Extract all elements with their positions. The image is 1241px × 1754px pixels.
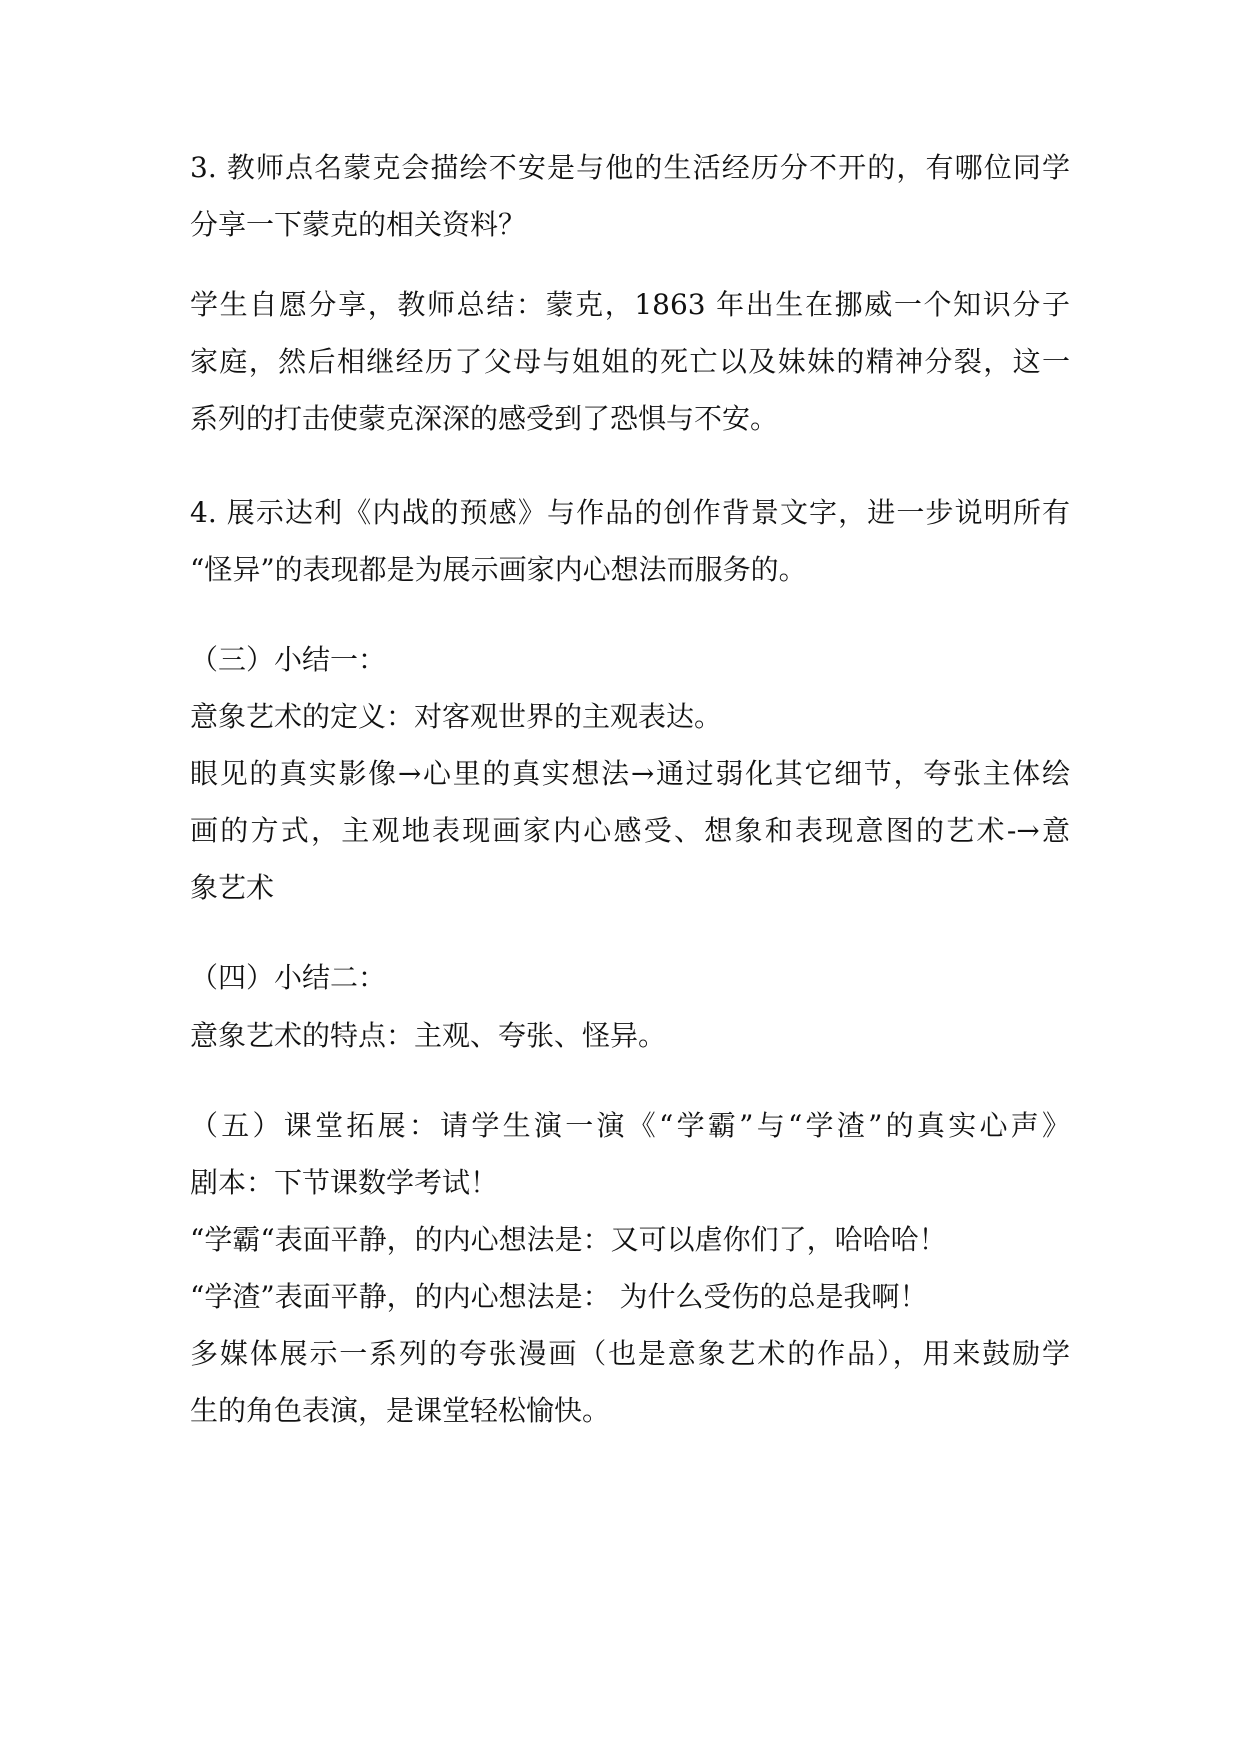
extension-line2: 剧本：下节课数学考试！ bbox=[190, 1166, 499, 1199]
extension-line5: 多媒体展示一系列的夸张漫画（也是意象艺术的作品），用来鼓励学 bbox=[190, 1337, 1070, 1370]
item3-answer-line2: 家庭，然后相继经历了父母与姐姐的死亡以及妹妹的精神分裂，这一 bbox=[190, 345, 1070, 378]
summary1-line2: 画的方式，主观地表现画家内心感受、想象和表现意图的艺术-→意 bbox=[190, 814, 1070, 847]
extension-line3: “学霸“表面平静，的内心想法是：又可以虐你们了，哈哈哈！ bbox=[190, 1223, 947, 1256]
extension-line1: （五）课堂拓展：请学生演一演《“学霸”与“学渣”的真实心声》 bbox=[190, 1109, 1070, 1142]
summary1-definition: 意象艺术的定义：对客观世界的主观表达。 bbox=[190, 700, 723, 733]
summary1-line1: 眼见的真实影像→心里的真实想法→通过弱化其它细节，夸张主体绘 bbox=[190, 757, 1070, 790]
extension-line6: 生的角色表演，是课堂轻松愉快。 bbox=[190, 1394, 611, 1427]
item3-answer-line1: 学生自愿分享，教师总结：蒙克，1863 年出生在挪威一个知识分子 bbox=[190, 288, 1070, 321]
item3-line2: 分享一下蒙克的相关资料？ bbox=[190, 208, 527, 241]
item3-line1: 3. 教师点名蒙克会描绘不安是与他的生活经历分不开的，有哪位同学 bbox=[190, 151, 1070, 184]
summary1-heading: （三）小结一： bbox=[190, 643, 387, 676]
extension-line4: “学渣”表面平静，的内心想法是： 为什么受伤的总是我啊！ bbox=[190, 1280, 928, 1313]
summary1-line3: 象艺术 bbox=[190, 871, 275, 904]
item3-answer-line3: 系列的打击使蒙克深深的感受到了恐惧与不安。 bbox=[190, 402, 779, 435]
summary2-features: 意象艺术的特点：主观、夸张、怪异。 bbox=[190, 1019, 667, 1052]
item4-line2: “怪异”的表现都是为展示画家内心想法而服务的。 bbox=[190, 553, 807, 586]
summary2-heading: （四）小结二： bbox=[190, 961, 387, 994]
item4-line1: 4. 展示达利《内战的预感》与作品的创作背景文字，进一步说明所有 bbox=[190, 496, 1070, 529]
